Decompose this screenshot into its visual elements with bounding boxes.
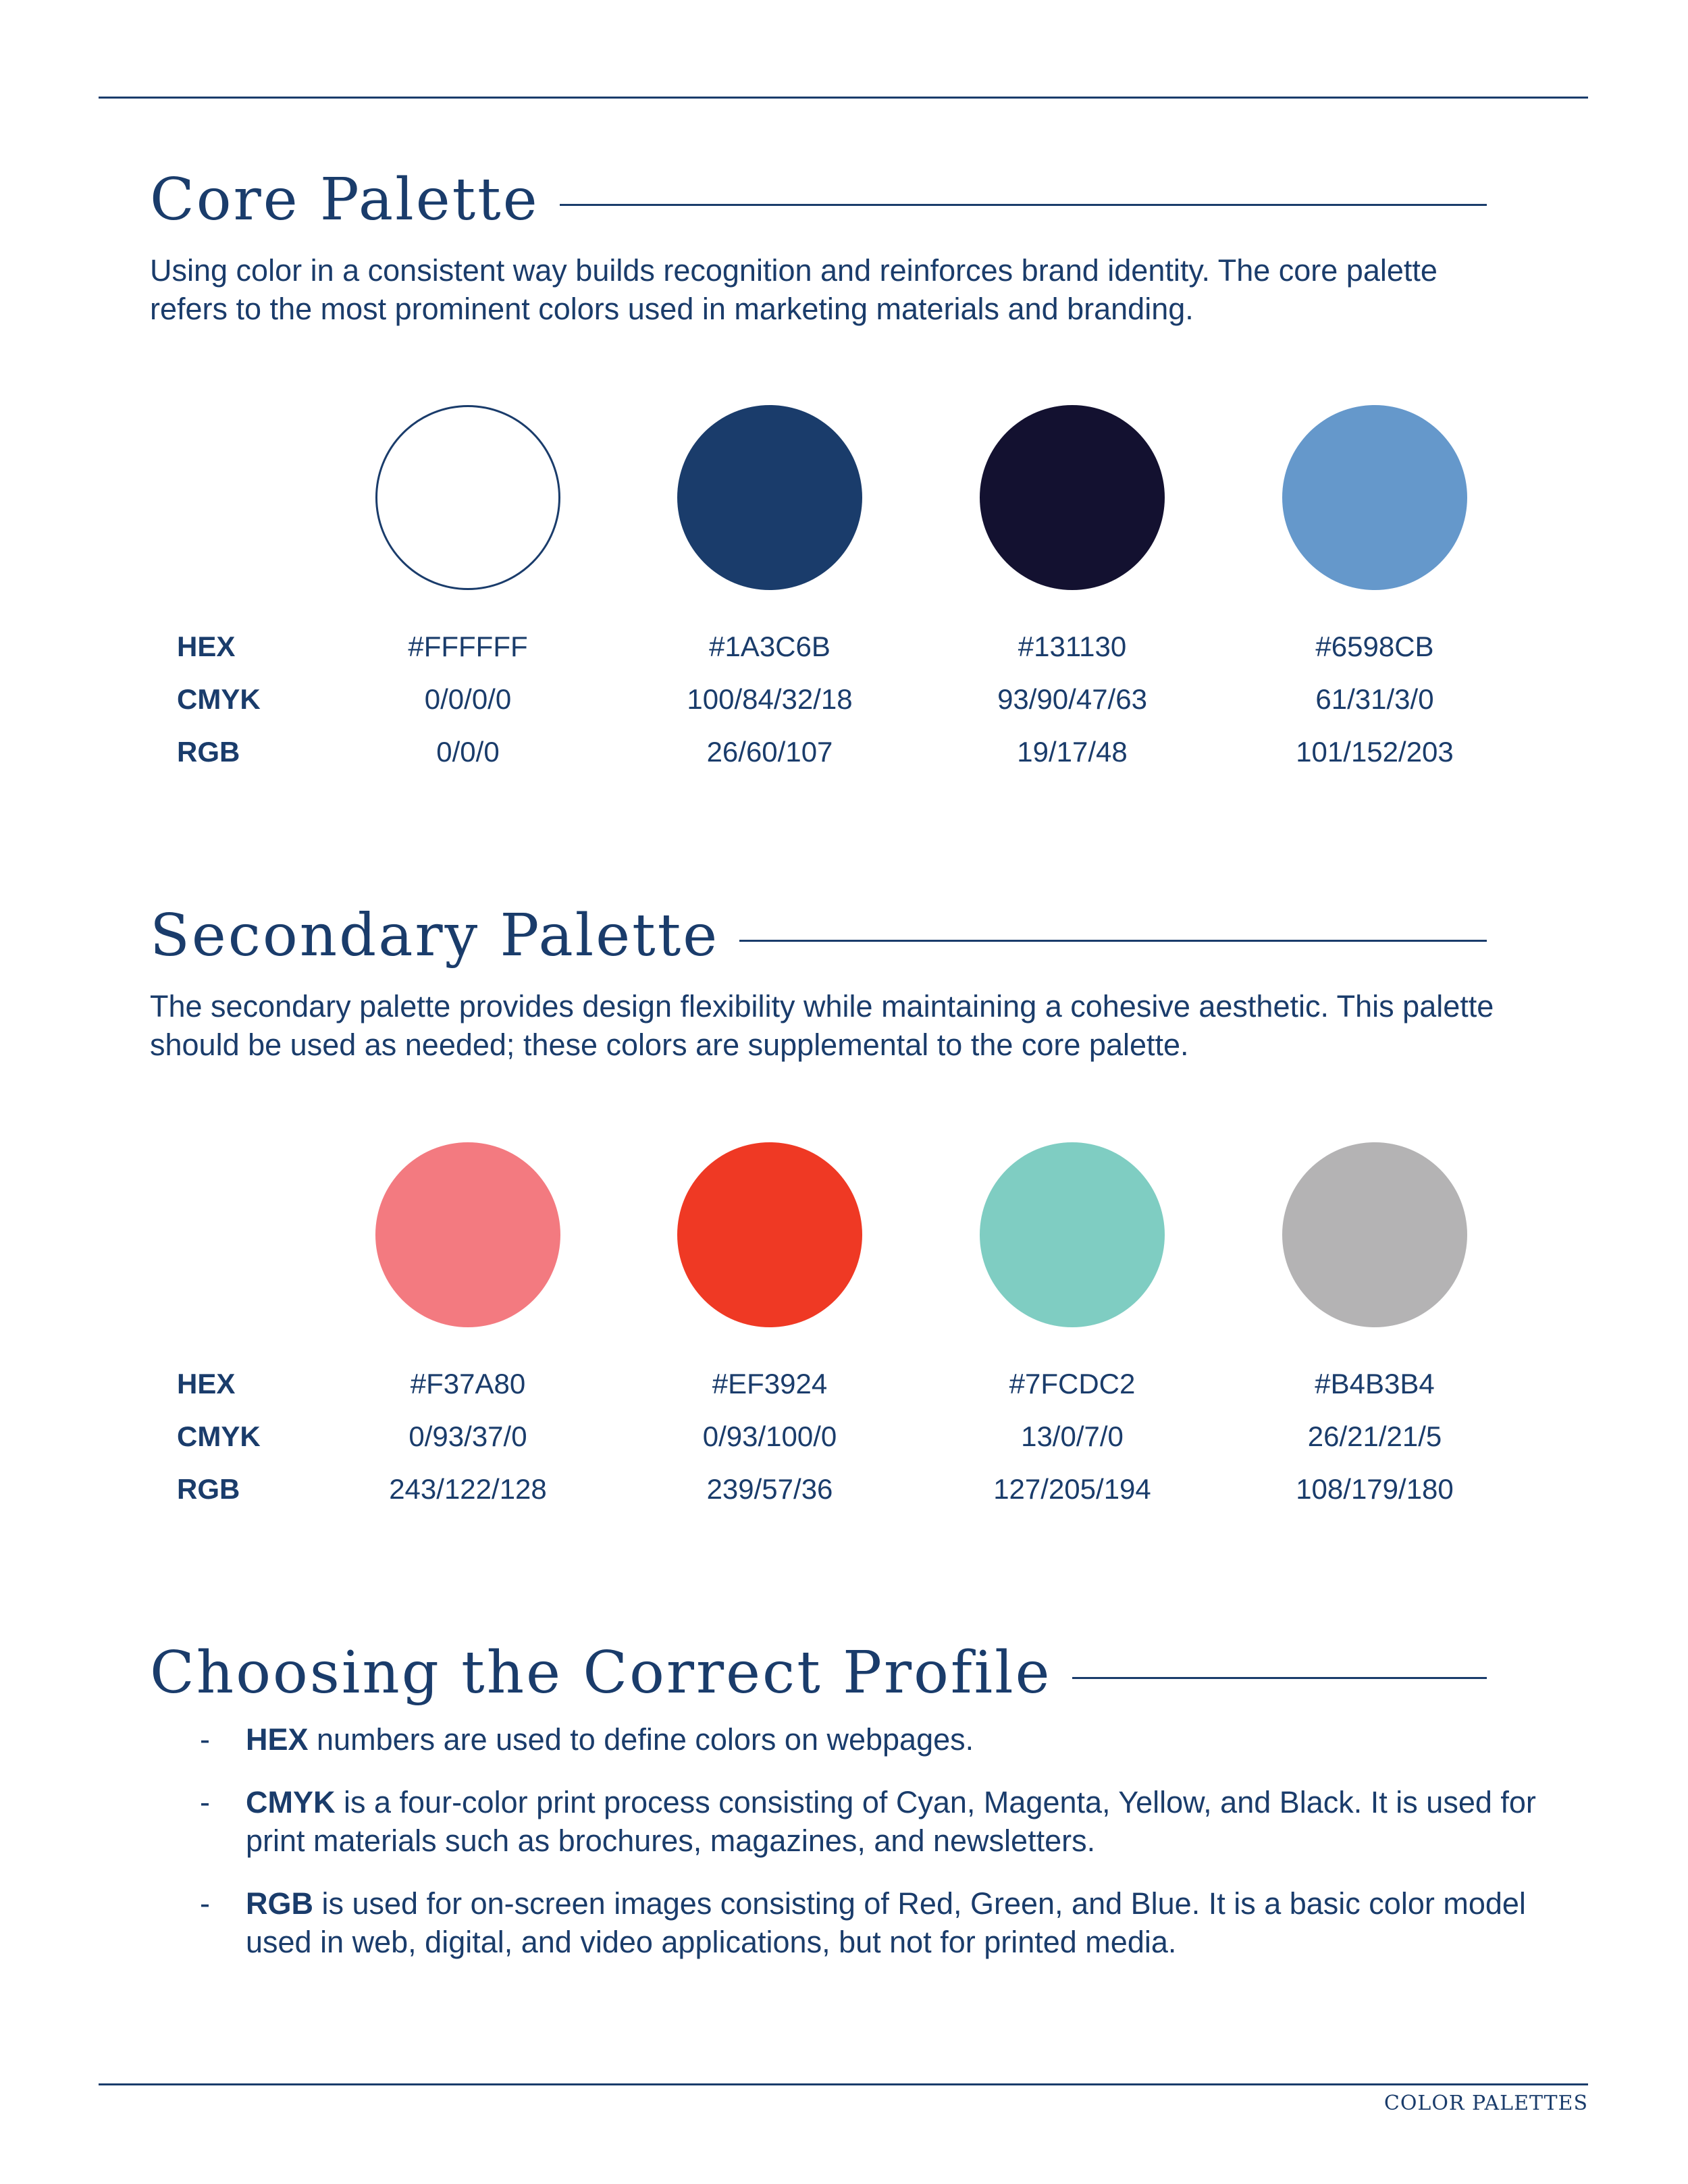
secondary-hex-4: #B4B3B4 <box>1315 1368 1435 1400</box>
core-hex-2: #1A3C6B <box>709 631 830 662</box>
secondary-cmyk-3: 13/0/7/0 <box>1021 1420 1124 1452</box>
secondary-swatch-4 <box>1282 1142 1467 1327</box>
core-rgb-label: RGB <box>177 736 240 768</box>
core-rgb-3: 19/17/48 <box>1017 736 1128 768</box>
secondary-rgb-2: 239/57/36 <box>706 1473 833 1505</box>
bullet-text: is used for on-screen images consisting of Red, Green, and Blue. It is a basic color model used in web, digital, and video applications, but not for printed media. <box>246 1886 1526 1959</box>
secondary-hex-label: HEX <box>177 1368 236 1400</box>
secondary-swatch-1 <box>375 1142 560 1327</box>
secondary-palette-title: Secondary Palette <box>150 902 720 969</box>
profile-title: Choosing the Correct Profile <box>150 1639 1052 1707</box>
secondary-rgb-4: 108/179/180 <box>1296 1473 1454 1505</box>
core-swatch-3 <box>980 405 1165 590</box>
bottom-rule <box>99 2083 1588 2085</box>
bullet-term: HEX <box>246 1722 309 1757</box>
secondary-hex-2: #EF3924 <box>712 1368 828 1400</box>
core-swatch-4 <box>1282 405 1467 590</box>
core-cmyk-2: 100/84/32/18 <box>687 683 853 715</box>
core-swatch-2 <box>677 405 862 590</box>
core-hex-row <box>0 627 1688 667</box>
core-cmyk-4: 61/31/3/0 <box>1315 683 1434 715</box>
secondary-rgb-row <box>0 1469 1688 1510</box>
secondary-cmyk-row <box>0 1416 1688 1457</box>
core-palette-title: Core Palette <box>150 166 539 234</box>
top-rule <box>99 97 1588 99</box>
secondary-palette-header <box>150 895 1487 976</box>
bullet-dash: - <box>200 1785 210 1819</box>
secondary-rgb-1: 243/122/128 <box>389 1473 547 1505</box>
core-hex-1: #FFFFFF <box>408 631 528 662</box>
profile-title-rule <box>1072 1677 1487 1679</box>
secondary-title-rule <box>739 940 1487 942</box>
core-hex-4: #6598CB <box>1315 631 1434 662</box>
core-title-rule <box>560 204 1487 206</box>
core-palette-intro: Using color in a consistent way builds recognition and reinforces brand identity. The core palette refers to the most prominent colors used in marketing materials and branding. <box>150 253 1438 326</box>
bullet-term: CMYK <box>246 1785 336 1819</box>
core-palette-header <box>150 159 1487 240</box>
secondary-swatch-2 <box>677 1142 862 1327</box>
secondary-palette-intro: The secondary palette provides design flexibility while maintaining a cohesive aesthetic. This palette should be used as needed; these colors are supplemental to the core palette. <box>150 989 1494 1062</box>
secondary-rgb-3: 127/205/194 <box>993 1473 1151 1505</box>
secondary-swatch-row <box>0 1142 1688 1331</box>
profile-header <box>150 1632 1487 1713</box>
core-hex-label: HEX <box>177 631 236 662</box>
secondary-cmyk-2: 0/93/100/0 <box>702 1420 837 1452</box>
secondary-cmyk-label: CMYK <box>177 1420 261 1452</box>
secondary-hex-1: #F37A80 <box>410 1368 526 1400</box>
bullet-text: numbers are used to define colors on webpages. <box>308 1722 974 1757</box>
bullet-term: RGB <box>246 1886 313 1921</box>
bullet-dash: - <box>200 1722 210 1757</box>
bullet-dash: - <box>200 1886 210 1921</box>
core-cmyk-row <box>0 679 1688 720</box>
core-rgb-1: 0/0/0 <box>436 736 500 768</box>
core-cmyk-1: 0/0/0/0 <box>424 683 512 715</box>
core-hex-3: #131130 <box>1018 631 1127 662</box>
core-cmyk-label: CMYK <box>177 683 261 715</box>
secondary-cmyk-4: 26/21/21/5 <box>1307 1420 1442 1452</box>
secondary-cmyk-1: 0/93/37/0 <box>408 1420 527 1452</box>
secondary-swatch-3 <box>980 1142 1165 1327</box>
core-rgb-2: 26/60/107 <box>706 736 833 768</box>
secondary-hex-3: #7FCDC2 <box>1009 1368 1136 1400</box>
core-cmyk-3: 93/90/47/63 <box>997 683 1147 715</box>
core-swatch-1 <box>375 405 560 590</box>
secondary-rgb-label: RGB <box>177 1473 240 1505</box>
secondary-hex-row <box>0 1364 1688 1404</box>
core-swatch-row <box>0 405 1688 594</box>
bullet-rgb <box>200 1884 1550 1961</box>
bullet-cmyk <box>200 1783 1550 1860</box>
core-rgb-row <box>0 732 1688 772</box>
bullet-hex <box>200 1720 1550 1759</box>
core-rgb-4: 101/152/203 <box>1296 736 1454 768</box>
bullet-text: is a four-color print process consisting of Cyan, Magenta, Yellow, and Black. It is used for print materials such as brochures, magazines, and newsletters. <box>246 1785 1536 1858</box>
profile-bullet-list <box>200 1720 1550 1986</box>
footer-label: COLOR PALETTES <box>1383 2092 1588 2115</box>
